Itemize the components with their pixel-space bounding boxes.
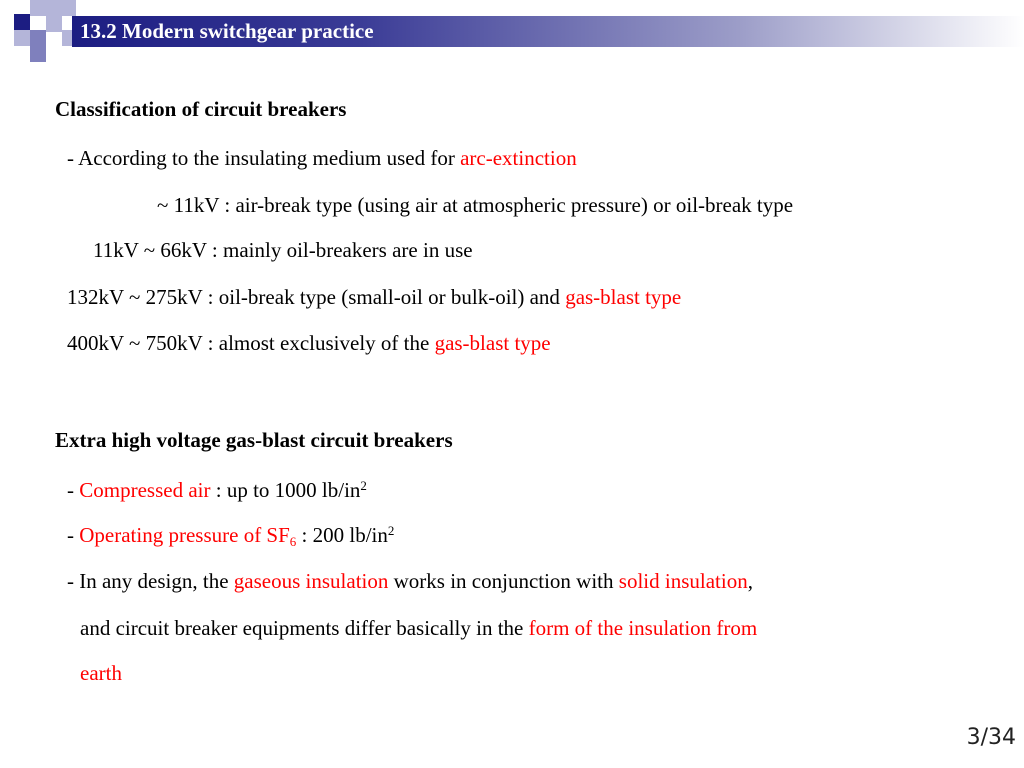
text-line: - Compressed air : up to 1000 $lb/in^2$: [67, 478, 367, 502]
decor-square: [14, 30, 30, 46]
decor-square: [46, 16, 62, 32]
text-line: - In any design, the gaseous insulation works in conjunction with solid insulation,: [67, 569, 753, 593]
slide-title: 13.2 Modern switchgear practice: [80, 19, 374, 43]
page-number: 3/34: [966, 725, 1016, 750]
text-line: and circuit breaker equipments differ basically in the form of the insulation from: [80, 616, 758, 640]
decor-square: [62, 0, 76, 16]
decor-square: [30, 0, 46, 16]
text-line: 11kV ~ 66kV : mainly oil-breakers are in use: [93, 238, 473, 262]
text-line: ~ 11kV : air-break type (using air at atmospheric pressure) or oil-break type: [157, 193, 794, 217]
decor-square: [30, 46, 46, 62]
text-line: earth: [80, 661, 122, 685]
text-line: 132kV ~ 275kV : oil-break type (small-oil or bulk-oil) and gas-blast type: [67, 285, 682, 309]
decor-square: [46, 0, 62, 16]
section-heading-ehv: Extra high voltage gas-blast circuit breakers: [55, 428, 453, 452]
text-line: - Operating pressure of $SF_6$ : 200 $lb/in^2$: [67, 523, 395, 549]
section-heading-classification: Classification of circuit breakers: [55, 97, 347, 121]
decor-square: [30, 30, 46, 46]
decor-square: [14, 14, 30, 30]
text-line: - According to the insulating medium used for arc-extinction: [67, 146, 577, 170]
text-line: 400kV ~ 750kV : almost exclusively of the gas-blast type: [67, 331, 551, 355]
